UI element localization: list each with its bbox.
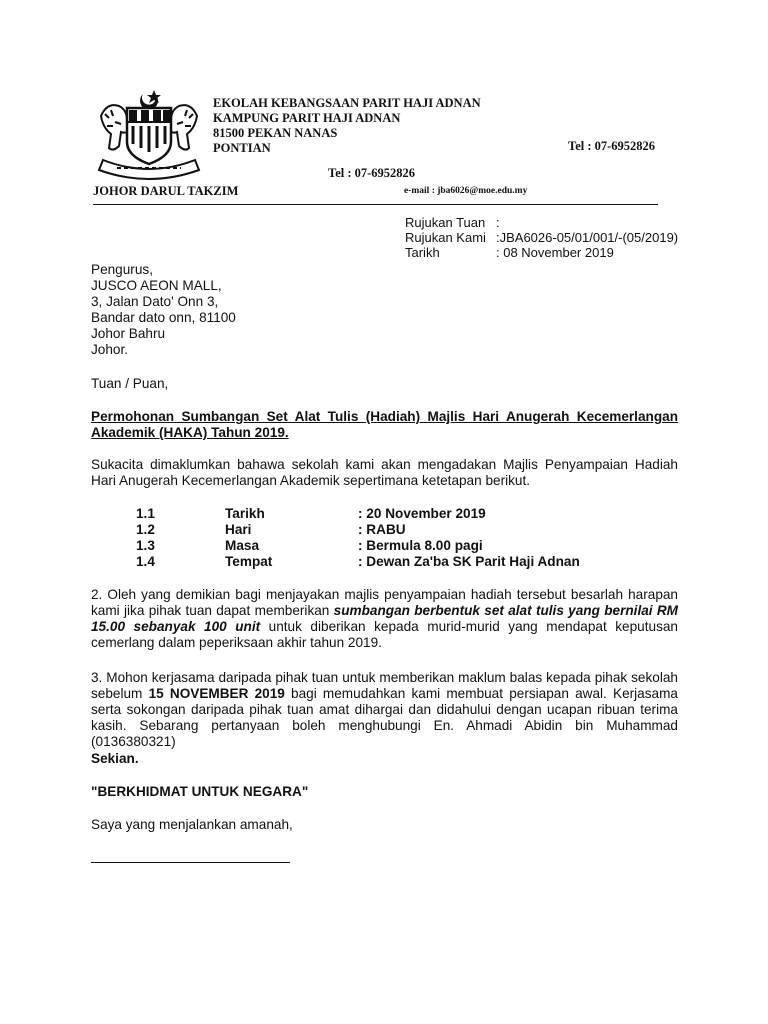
reference-label: Rujukan Kami [405,230,486,245]
reference-row [405,215,500,230]
paragraph-3-deadline: 15 NOVEMBER 2019 [148,686,285,701]
recipient-address [91,262,678,358]
paragraph-2-text-end: untuk diberikan kepada murid-murid yang mendapat keputusan cemerlang dalam peperiksaan akhir tahun 2019. [91,619,678,650]
recipient-line: Bandar dato onn, 81100 [91,310,236,325]
paragraph-2-emphasis: sumbangan berbentuk set alat tulis yang bernilai RM 15.00 sebanyak 100 unit [91,603,678,634]
intro-paragraph: Sukacita dimaklumkan bahawa sekolah kami akan mengadakan Majlis Penyampaian Hadiah Hari Anugerah Kecemerlangan Akademik sepertimana ketetapan berikut. [91,457,678,488]
reference-row [405,245,614,260]
reference-label: Rujukan Tuan [405,215,486,230]
reference-value: : 08 November 2019 [496,245,614,260]
recipient-line: 3, Jalan Dato' Onn 3, [91,294,219,309]
reference-value: :JBA6026-05/01/001/-(05/2019) [496,230,679,245]
telephone-right: Tel : 07-6952826 [568,139,656,153]
detail-number: 1.1 [136,506,155,521]
school-address-line2: 81500 PEKAN NANAS [213,126,338,140]
letter-subject: Permohonan Sumbangan Set Alat Tulis (Hadiah) Majlis Hari Anugerah Kecemerlangan Akademik (HAKA) Tahun 2019. [91,409,678,440]
paragraph-2 [91,587,678,651]
telephone-center: Tel : 07-6952826 [328,166,416,180]
signature-line [91,862,290,863]
motto: "BERKHIDMAT UNTUK NEGARA" [91,784,309,799]
detail-label: Tarikh [225,506,265,521]
school-name: EKOLAH KEBANGSAAN PARIT HAJI ADNAN [213,96,481,110]
paragraph-3-text-end: bagi memudahkan kami membuat persiapan awal. Kerjasama serta sokongan daripada pihak tuan amat dihargai dan didahului dengan ucapan ribuan terima kasih. Sebarang pertanyaan boleh menghubungi En. Ahmadi Abidin bin Muhammad (0136380321) [91,686,678,749]
recipient-line: Johor. [91,342,129,357]
recipient-line: JUSCO AEON MALL, [91,278,222,293]
detail-value: : Dewan Za'ba SK Parit Haji Adnan [358,554,580,569]
state-name: JOHOR DARUL TAKZIM [93,184,239,198]
closing-text: Sekian. [91,751,139,766]
paragraph-2-text: 2. Oleh yang demikian bagi menjayakan majlis penyampaian hadiah tersebut besarlah harapan kami jika pihak tuan dapat memberikan [91,587,678,618]
detail-label: Tempat [225,554,273,569]
detail-label: Hari [225,522,252,537]
salutation: Tuan / Puan, [91,376,169,391]
coat-of-arms-icon [93,86,205,182]
reference-row [405,230,678,245]
signoff-text: Saya yang menjalankan amanah, [91,817,293,832]
email-address: e-mail : jba6026@moe.edu.my [404,186,528,196]
detail-value: : 20 November 2019 [358,506,486,521]
detail-value: : Bermula 8.00 pagi [358,538,483,553]
paragraph-3 [91,670,678,750]
reference-value: : [496,215,500,230]
reference-label: Tarikh [405,245,440,260]
paragraph-3-text: 3. Mohon kerjasama daripada pihak tuan untuk memberikan maklum balas kepada pihak sekolah sebelum [91,670,678,701]
recipient-line: Johor Bahru [91,326,166,341]
detail-value: : RABU [358,522,406,537]
detail-number: 1.4 [136,554,155,569]
detail-number: 1.3 [136,538,155,553]
school-address-line1: KAMPUNG PARIT HAJI ADNAN [213,111,401,125]
detail-label: Masa [225,538,260,553]
detail-number: 1.2 [136,522,155,537]
recipient-line: Pengurus, [91,262,153,277]
school-address-line3: PONTIAN [213,141,271,155]
letterhead-divider [93,204,658,205]
